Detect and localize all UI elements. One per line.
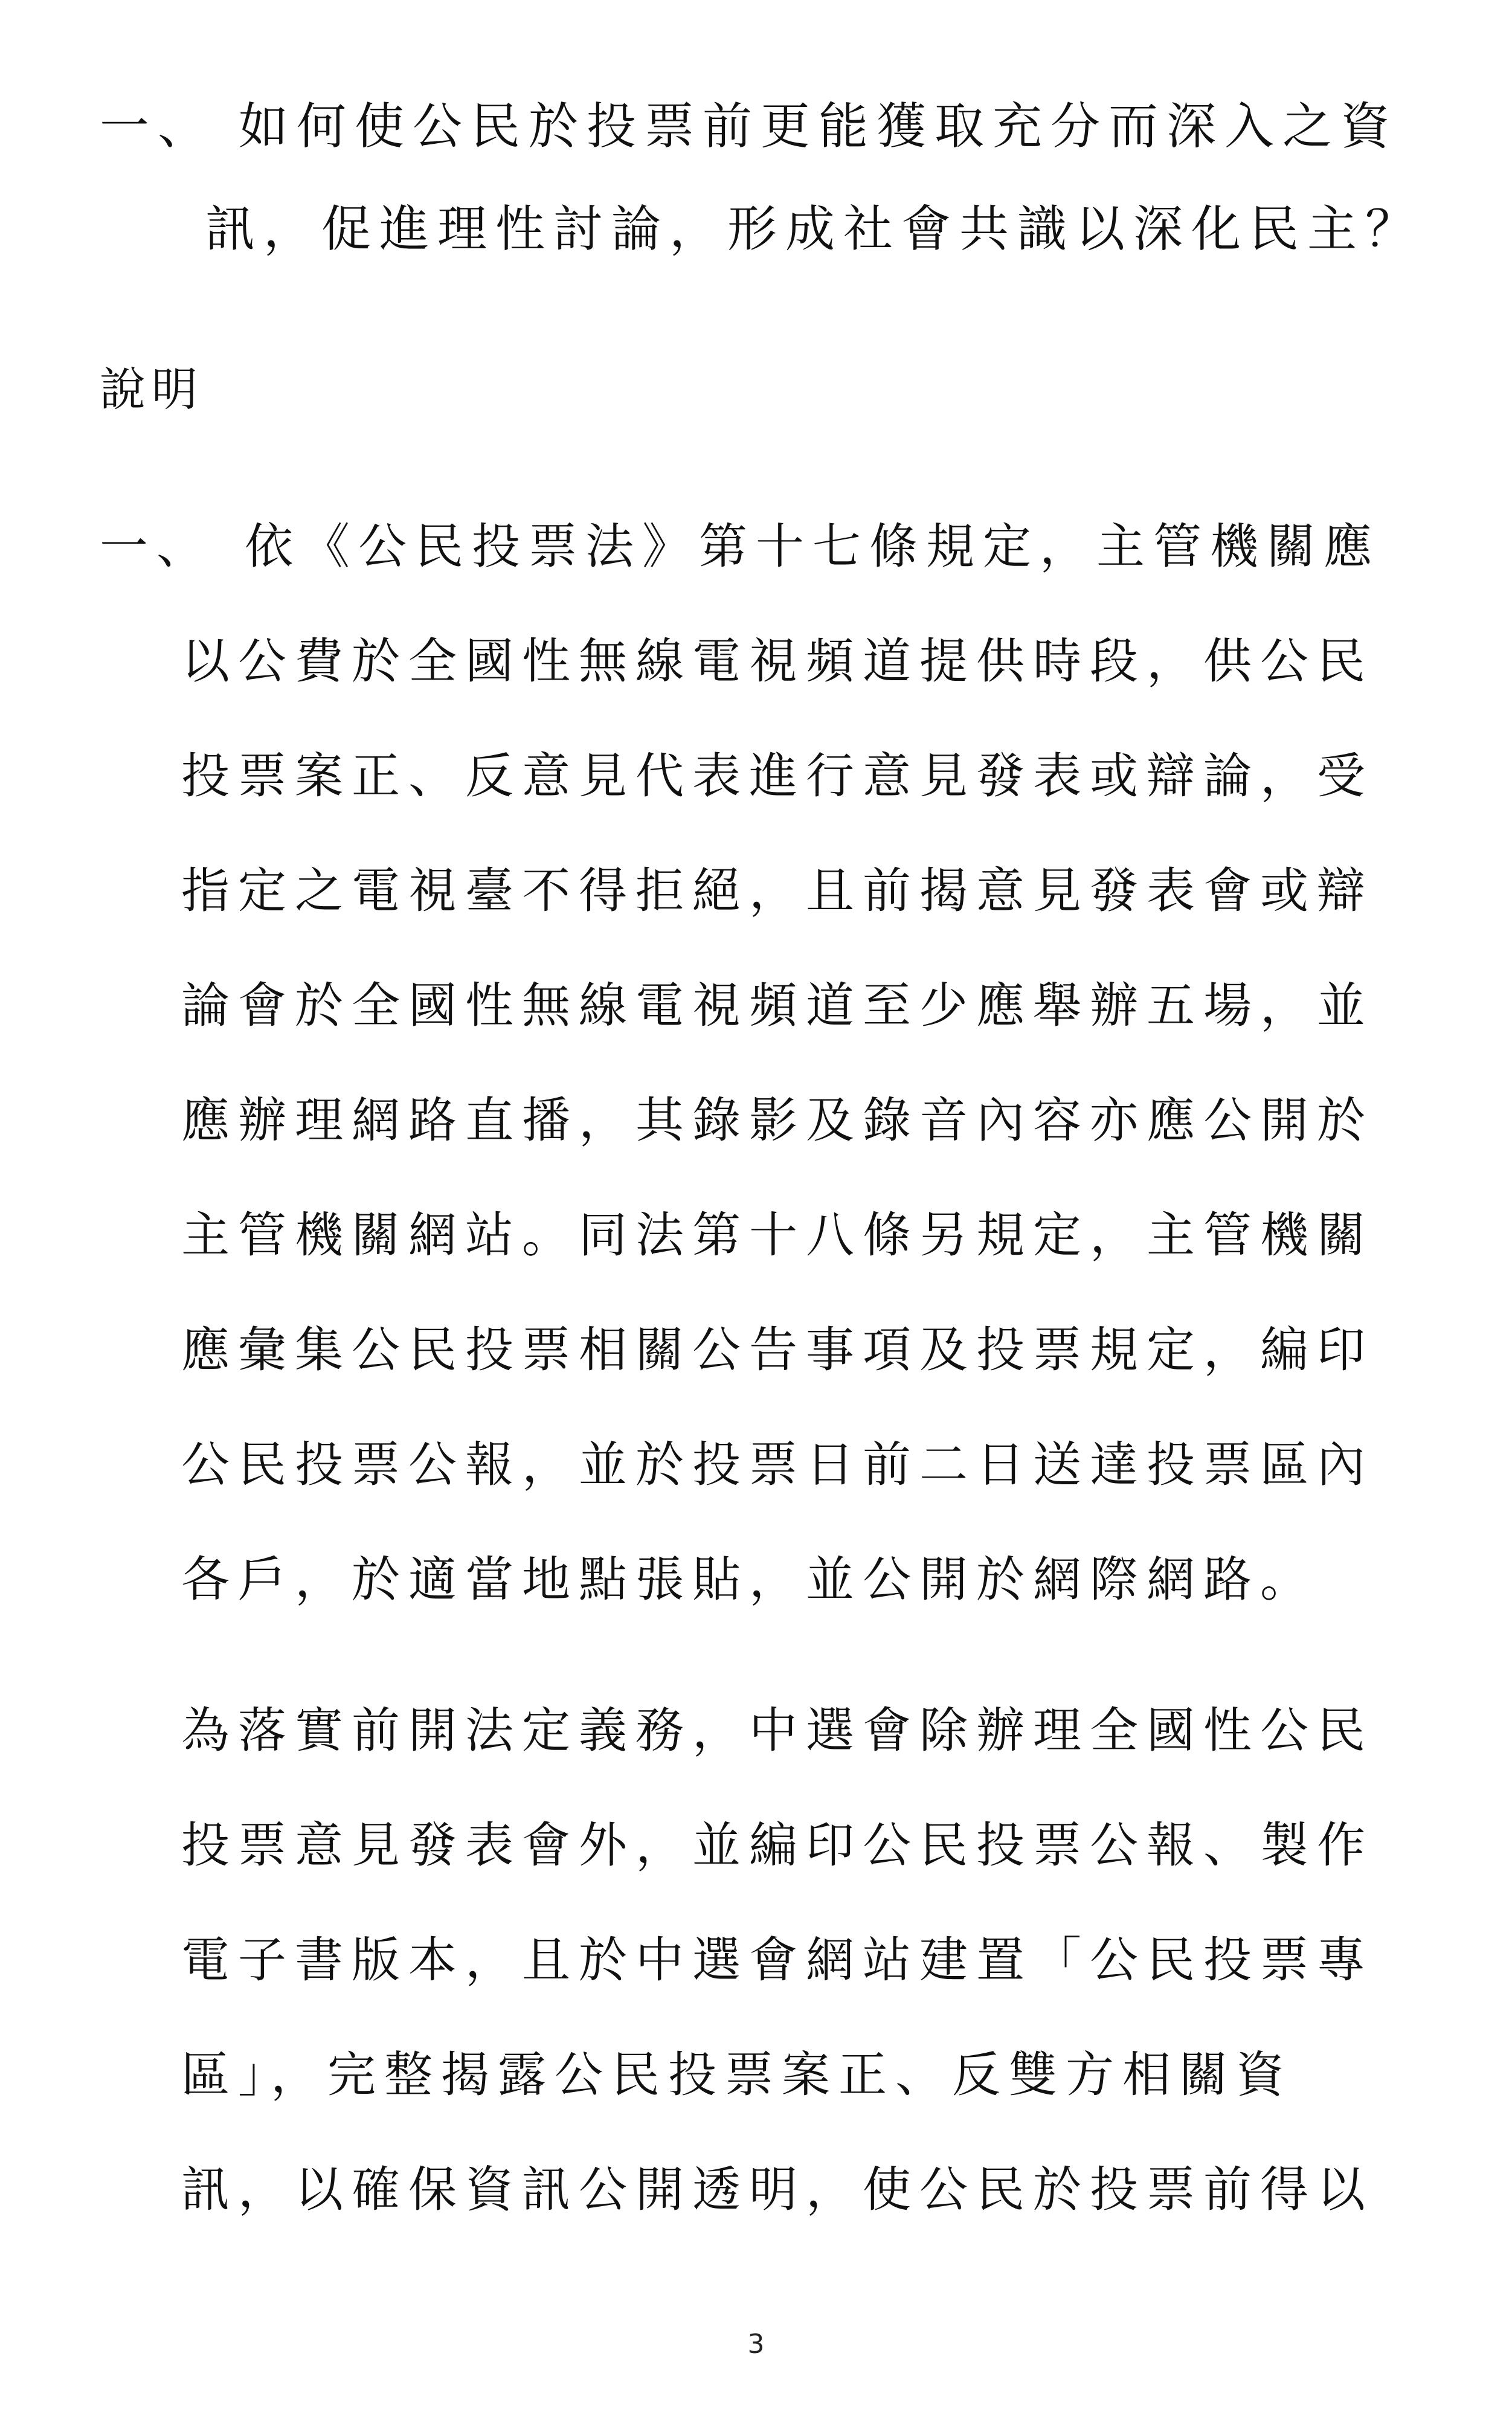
paragraph2-line: 訊，以確保資訊公開透明，使公民於投票前得以 bbox=[181, 2161, 1374, 2218]
paragraph2-line: 為落實前開法定義務，中選會除辦理全國性公民 bbox=[181, 1702, 1374, 1759]
paragraph2-line: 投票意見發表會外，並編印公民投票公報、製作 bbox=[181, 1817, 1374, 1873]
paragraph2-line: 區」，完整揭露公民投票案正、反雙方相關資 bbox=[181, 2047, 1293, 2103]
item1-line: 論會於全國性無線電視頻道至少應舉辦五場，並 bbox=[181, 977, 1374, 1034]
paragraph2-line: 電子書版本，且於中選會網站建置「公民投票專 bbox=[181, 1932, 1374, 1988]
item1-line: 公民投票公報，並於投票日前二日送達投票區內 bbox=[181, 1437, 1374, 1493]
item1-line: 應辦理網路直播，其錄影及錄音內容亦應公開於 bbox=[181, 1092, 1374, 1148]
item1-line: 投票案正、反意見代表進行意見發表或辯論，受 bbox=[181, 748, 1374, 804]
item1-line: 應彙集公民投票相關公告事項及投票規定，編印 bbox=[181, 1322, 1374, 1378]
item1-line: 以公費於全國性無線電視頻道提供時段，供公民 bbox=[181, 633, 1374, 689]
explanation-label: 說明 bbox=[100, 362, 204, 416]
question-marker: 一、 bbox=[100, 98, 216, 155]
item1-line: 主管機關網站。同法第十八條另規定，主管機關 bbox=[181, 1207, 1374, 1263]
item1-marker: 一、 bbox=[100, 518, 213, 574]
page-number: 3 bbox=[747, 2329, 765, 2360]
item1-line: 各戶，於適當地點張貼，並公開於網際網路。 bbox=[181, 1551, 1317, 1608]
question-line-1: 如何使公民於投票前更能獲取充分而深入之資 bbox=[239, 98, 1399, 155]
item1-line: 指定之電視臺不得拒絕，且前揭意見發表會或辯 bbox=[181, 863, 1374, 919]
item1-line: 依《公民投票法》第十七條規定，主管機關應 bbox=[245, 518, 1380, 574]
question-line-2: 訊，促進理性討論，形成社會共識以深化民主？ bbox=[205, 201, 1424, 258]
